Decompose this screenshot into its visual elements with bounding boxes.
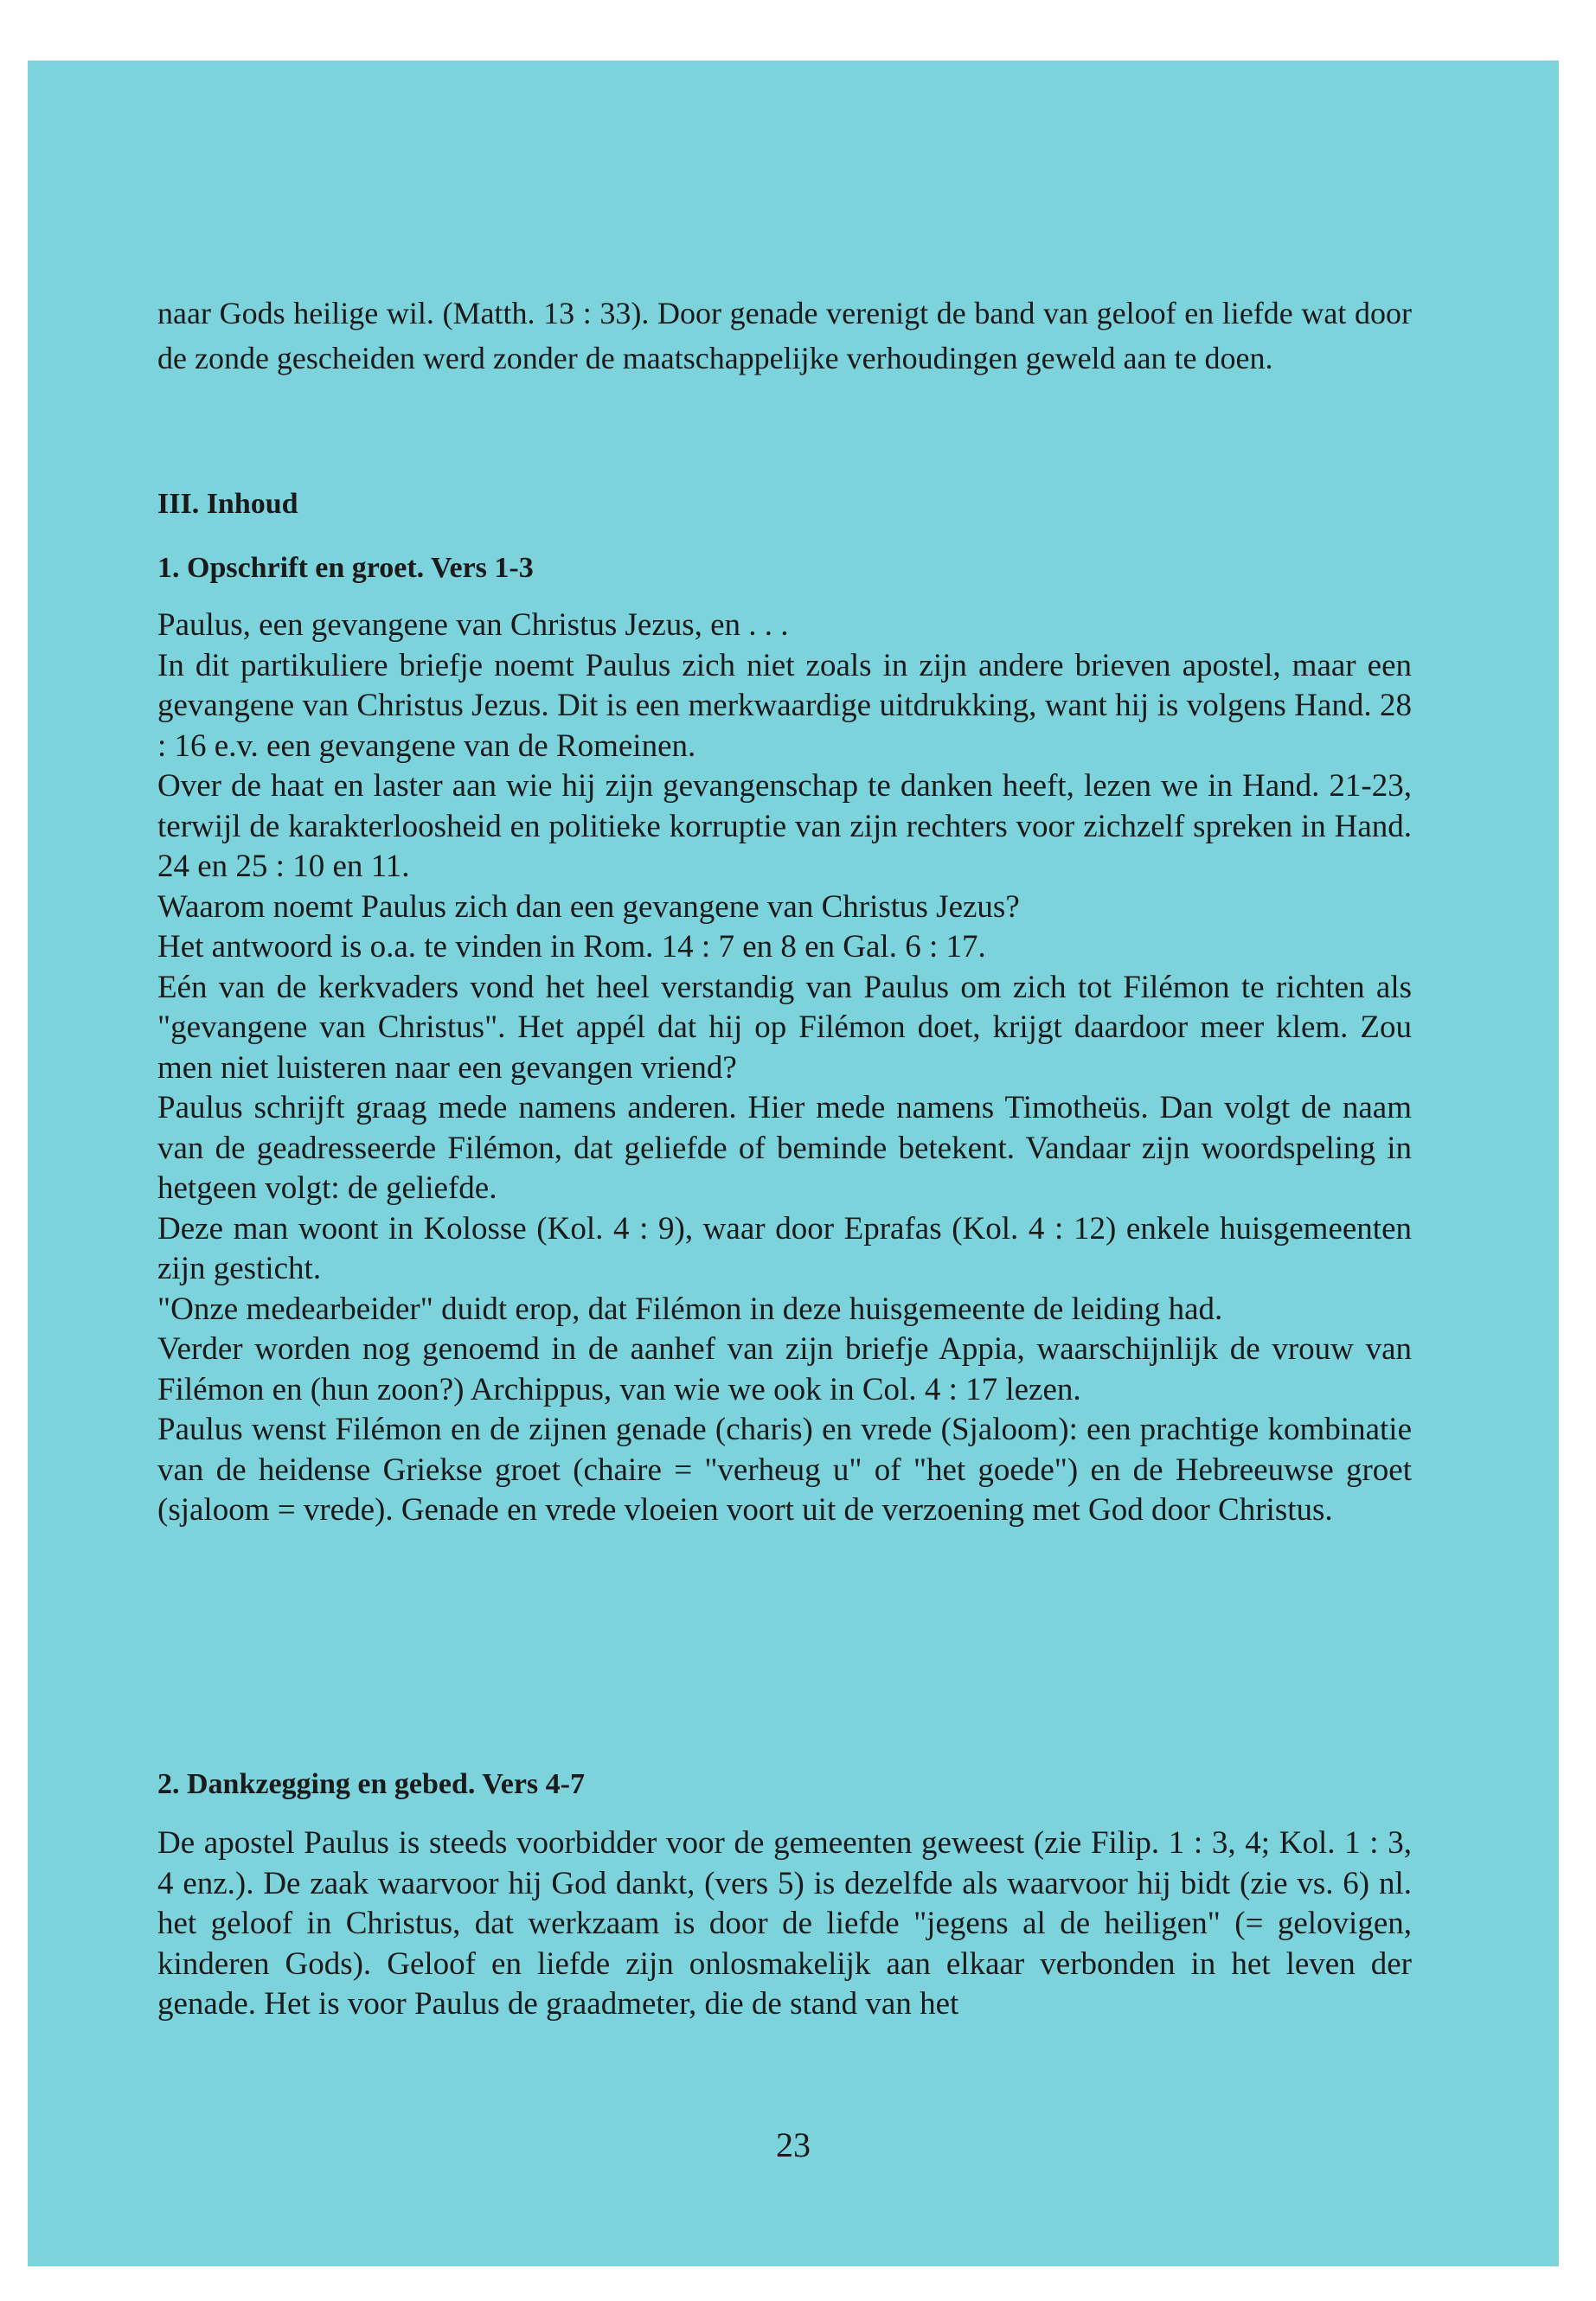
paragraph: Het antwoord is o.a. te vinden in Rom. 14 : 7 en 8 en Gal. 6 : 17. [157,929,986,965]
paragraph: Eén van de kerkvaders vond het heel verstandig van Paulus om zich tot Filémon te richten als "gevangene van Christus". Het appél dat hij op Filémon doet, krijgt daardoor meer klem. Zou men niet luisteren naar een gevangen vriend? [157,969,1412,1086]
paragraph: Paulus, een gevangene van Christus Jezus, en . . . [157,607,789,643]
section-heading: III. Inhoud [157,488,298,520]
paragraph: Deze man woont in Kolosse (Kol. 4 : 9), waar door Eprafas (Kol. 4 : 12) enkele huisgemeenten zijn gesticht. [157,1210,1412,1286]
paragraph: De apostel Paulus is steeds voorbidder voor de gemeenten geweest (zie Filip. 1 : 3, 4; Kol. 1 : 3, 4 enz.). De zaak waarvoor hij God dankt, (vers 5) is dezelfde als waarvoor hij bidt (zie vs. 6) nl. het geloof in Christus, dat werkzaam is door de liefde "jegens al de heiligen" (= gelovigen, kinderen Gods). Geloof en liefde zijn onlosmakelijk aan elkaar verbonden in het leven der genade. Het is voor Paulus de graadmeter, die de stand van het [157,1825,1412,2022]
intro-paragraph: naar Gods heilige wil. (Matth. 13 : 33). Door genade verenigt de band van geloof en liefde wat door de zonde gescheiden werd zonder de maatschappelijke verhoudingen geweld aan te doen. [157,296,1412,375]
book-page [28,61,1559,2266]
paragraph: Over de haat en laster aan wie hij zijn gevangenschap te danken heeft, lezen we in Hand. 21-23, terwijl de karakterloosheid en politieke korruptie van zijn rechters voor zichzelf spreken in Hand. 24 en 25 : 10 en 11. [157,768,1412,884]
paragraph: Paulus schrijft graag mede namens anderen. Hier mede namens Timotheüs. Dan volgt de naam van de geadresseerde Filémon, dat geliefde of beminde betekent. Vandaar zijn woordspeling in hetgeen volgt: de geliefde. [157,1090,1412,1206]
paragraph: "Onze medearbeider" duidt erop, dat Filémon in deze huisgemeente de leiding had. [157,1291,1223,1327]
paragraph: Verder worden nog genoemd in de aanhef van zijn briefje Appia, waarschijnlijk de vrouw van Filémon en (hun zoon?) Archippus, van wie we ook in Col. 4 : 17 lezen. [157,1331,1412,1407]
subsection-2-body [157,1823,1412,2025]
subsection-1-heading: 1. Opschrift en groet. Vers 1-3 [157,552,534,584]
subsection-1-body [157,606,1412,1531]
paragraph: Paulus wenst Filémon en de zijnen genade (charis) en vrede (Sjaloom): een prachtige kombinatie van de heidense Griekse groet (chaire = "verheug u" of "het goede") en de Hebreeuwse groet (sjaloom = vrede). Genade en vrede vloeien voort uit de verzoening met God door Christus. [157,1412,1412,1528]
page-number: 23 [776,2125,811,2164]
paragraph: Waarom noemt Paulus zich dan een gevangene van Christus Jezus? [157,888,1020,925]
subsection-2-heading: 2. Dankzegging en gebed. Vers 4-7 [157,1768,585,1800]
paragraph: In dit partikuliere briefje noemt Paulus zich niet zoals in zijn andere brieven apostel, maar een gevangene van Christus Jezus. Dit is een merkwaardige uitdrukking, want hij is volgens Hand. 28 : 16 e.v. een gevangene van de Romeinen. [157,647,1412,764]
